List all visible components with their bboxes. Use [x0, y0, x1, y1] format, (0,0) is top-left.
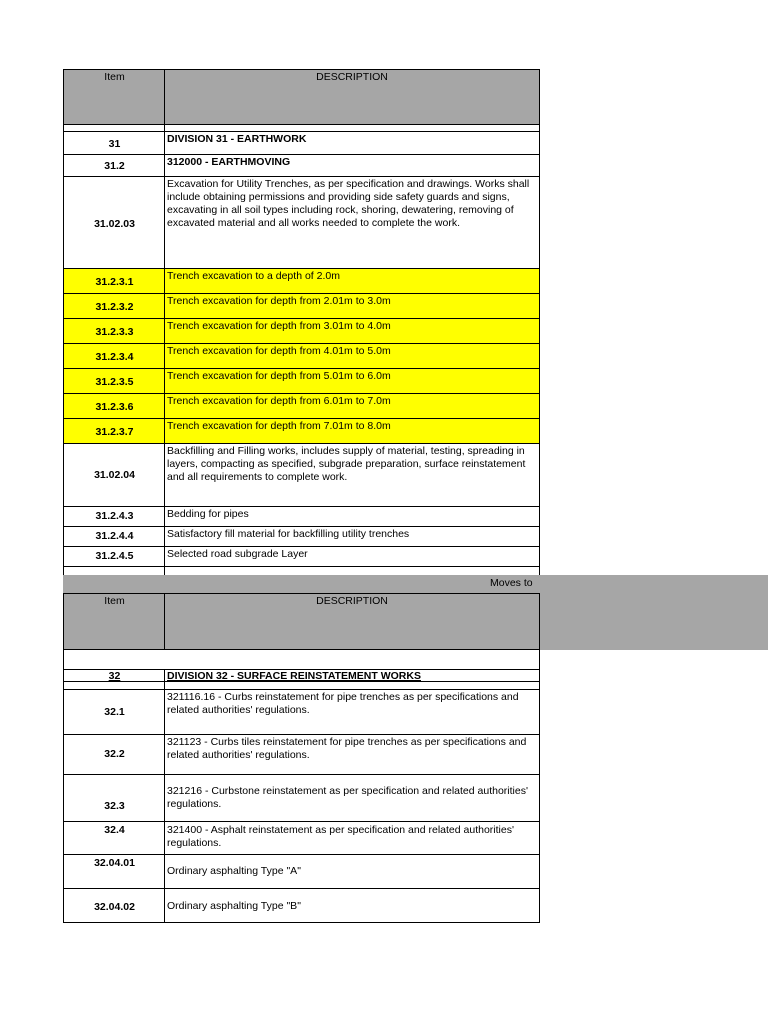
item-number: 31.2.4.5 — [95, 550, 134, 562]
row-description: Trench excavation for depth from 6.01m to 7.0m — [167, 395, 391, 407]
row-description: 321216 - Curbstone reinstatement as per specification and related authorities' regulations. — [167, 785, 528, 810]
item-number: 31.02.04 — [94, 469, 135, 481]
header-item-label: Item — [104, 71, 125, 83]
table-row — [63, 294, 540, 319]
item-number: 32.1 — [104, 706, 125, 718]
row-description: 312000 - EARTHMOVING — [167, 156, 291, 168]
header-description-label: DESCRIPTION — [316, 595, 388, 607]
table-row — [63, 507, 540, 527]
table-row — [63, 319, 540, 344]
row-description: Trench excavation for depth from 4.01m to 5.0m — [167, 345, 391, 357]
table-row — [63, 670, 540, 682]
table-row — [63, 690, 540, 735]
row-description: Satisfactory fill material for backfilling utility trenches — [167, 528, 410, 540]
spacer-row — [63, 567, 540, 575]
table-row — [63, 735, 540, 775]
item-number: 31 — [108, 138, 121, 150]
item-number: 31.2.3.7 — [95, 426, 134, 438]
item-number: 31.2.4.3 — [95, 510, 134, 522]
table-row — [63, 344, 540, 369]
table-row — [63, 177, 540, 269]
spacer-row — [63, 650, 540, 670]
table-row — [63, 822, 540, 855]
spacer-row — [63, 682, 540, 690]
table-row — [63, 269, 540, 294]
row-description: Trench excavation for depth from 7.01m to 8.0m — [167, 420, 391, 432]
table-row — [63, 527, 540, 547]
header-item-cell — [63, 70, 165, 125]
row-description: Trench excavation for depth from 3.01m to 4.0m — [167, 320, 391, 332]
table-row — [63, 775, 540, 822]
row-description: 321400 - Asphalt reinstatement as per specification and related authorities' regulations. — [167, 824, 514, 849]
item-number: 32.04.01 — [94, 857, 135, 869]
table-row — [63, 419, 540, 444]
row-description: Trench excavation for depth from 2.01m to 3.0m — [167, 295, 391, 307]
row-description: Trench excavation for depth from 5.01m to 6.0m — [167, 370, 391, 382]
row-description: Selected road subgrade Layer — [167, 548, 308, 560]
item-number: 32 — [108, 670, 121, 682]
item-number: 32.04.02 — [94, 901, 135, 913]
row-description: 321116.16 - Curbs reinstatement for pipe trenches as per specifications and related authorities' regulations. — [167, 691, 519, 716]
spacer-row — [63, 125, 540, 132]
header-item-cell — [63, 594, 165, 650]
item-number: 32.4 — [104, 824, 125, 836]
table-row — [63, 547, 540, 567]
item-number: 31.2 — [104, 160, 125, 172]
table-row — [63, 394, 540, 419]
table-row — [63, 444, 540, 507]
row-description: DIVISION 32 - SURFACE REINSTATEMENT WORKS — [167, 670, 421, 682]
table-row — [63, 155, 540, 177]
table-row — [63, 855, 540, 889]
table-header — [63, 593, 540, 650]
row-description: Backfilling and Filling works, includes supply of material, testing, spreading in layers, compacting as specified, subgrade preparation, surface reinstatement and all requirements to complete work. — [167, 445, 526, 483]
item-number: 31.2.4.4 — [95, 530, 134, 542]
item-number: 32.3 — [104, 800, 125, 812]
header-description-label: DESCRIPTION — [316, 71, 388, 83]
row-description: 321123 - Curbs tiles reinstatement for pipe trenches as per specifications and related authorities' regulations. — [167, 736, 527, 761]
table-row — [63, 889, 540, 923]
row-description: Excavation for Utility Trenches, as per specification and drawings. Works shall include obtaining permissions and providing side safety guards and signs, excavating in all soil types including rock, shoring, dewatering, removing of excavated material and all works needed to complete the work. — [167, 178, 530, 229]
item-number: 31.2.3.2 — [95, 301, 134, 313]
row-description: Bedding for pipes — [167, 508, 249, 520]
table-row — [63, 369, 540, 394]
item-number: 31.2.3.3 — [95, 326, 134, 338]
header-description-cell — [164, 594, 540, 650]
item-number: 31.2.3.1 — [95, 276, 134, 288]
item-number: 31.2.3.6 — [95, 401, 134, 413]
item-number: 31.2.3.5 — [95, 376, 134, 388]
item-number: 31.2.3.4 — [95, 351, 134, 363]
table-row — [63, 132, 540, 155]
item-number: 31.02.03 — [94, 218, 135, 230]
row-description: Ordinary asphalting Type "A" — [167, 865, 301, 877]
moves-to-label: Moves to — [490, 577, 533, 589]
header-description-cell — [164, 70, 540, 125]
header-item-label: Item — [104, 595, 125, 607]
row-description: Trench excavation to a depth of 2.0m — [167, 270, 340, 282]
item-number: 32.2 — [104, 748, 125, 760]
table-header — [63, 69, 540, 125]
row-description: Ordinary asphalting Type "B" — [167, 900, 301, 912]
row-description: DIVISION 31 - EARTHWORK — [167, 133, 307, 145]
